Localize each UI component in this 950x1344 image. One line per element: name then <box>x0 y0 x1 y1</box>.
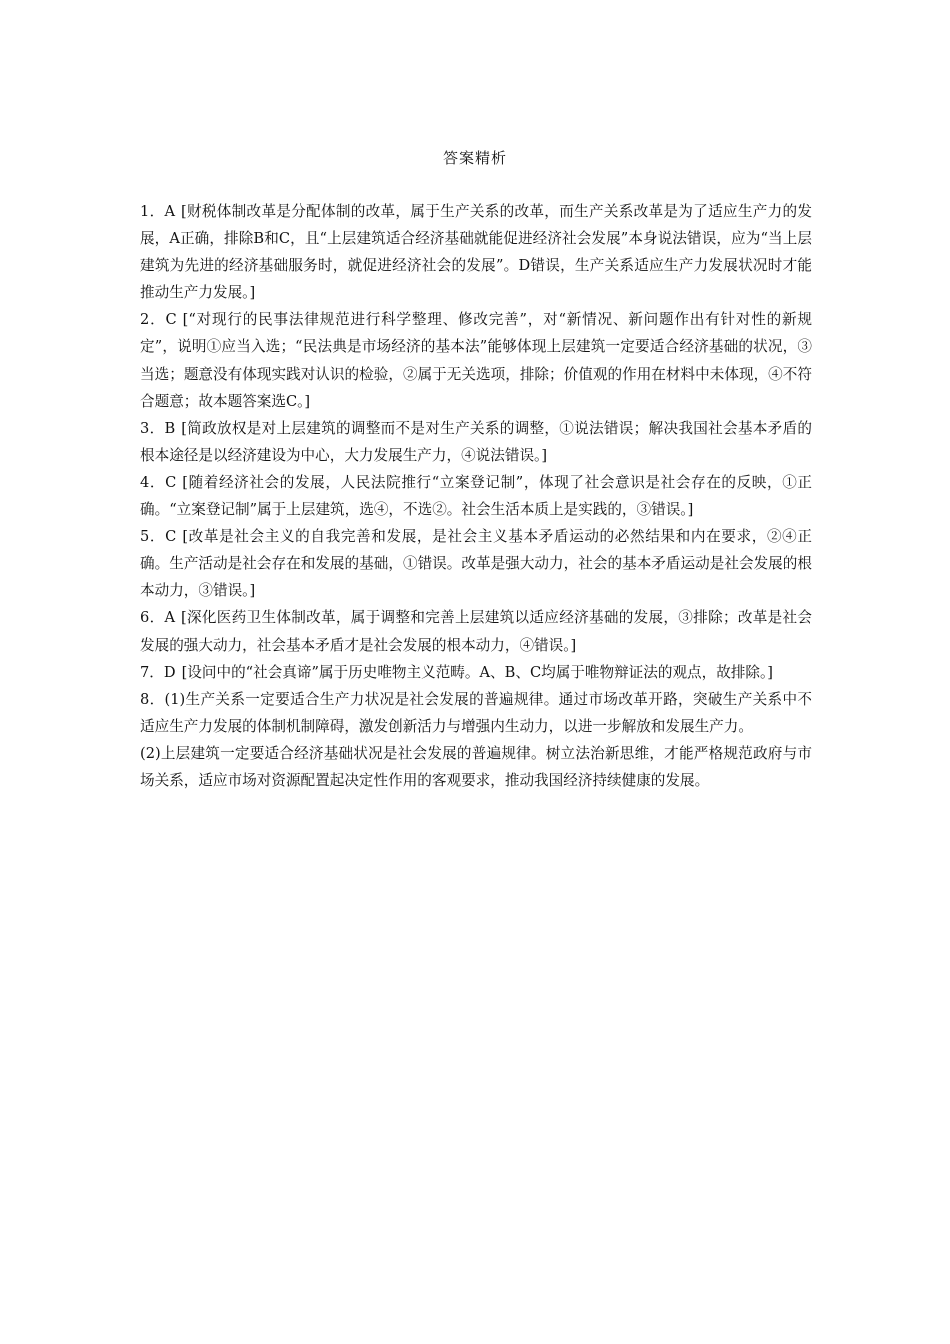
item-number: 6． <box>140 609 165 627</box>
item-explanation: [深化医药卫生体制改革，属于调整和完善上层建筑以适应经济基础的发展，③排除；改革是社会发展的强大动力，社会基本矛盾才是社会发展的根本动力，④错误。] <box>140 609 812 654</box>
answer-item-7 <box>140 659 812 686</box>
item-answer: D <box>163 663 176 681</box>
item-explanation: [财税体制改革是分配体制的改革，属于生产关系的改革，而生产关系改革是为了适应生产力的发展，A正确，排除B和C，且“上层建筑适合经济基础就能促进经济社会发展”本身说法错误，应为“当上层建筑为先进的经济基础服务时，就促进经济社会的发展”。D错误，生产关系适应生产力发展状况时才能推动生产力发展。] <box>140 203 812 302</box>
item-number: 2． <box>140 311 166 329</box>
item-explanation: [随着经济社会的发展，人民法院推行“立案登记制”，体现了社会意识是社会存在的反映，①正确。“立案登记制”属于上层建筑，选④，不选②。社会生活本质上是实践的，③错误。] <box>140 473 812 519</box>
item-number: 3． <box>140 419 165 437</box>
item-answer: C <box>165 473 177 491</box>
answer-item-5 <box>140 523 812 604</box>
answer-list <box>140 198 812 794</box>
item-answer: A <box>164 609 176 627</box>
item-number: 8． <box>140 690 165 708</box>
item-explanation: [改革是社会主义的自我完善和发展，是社会主义基本矛盾运动的必然结果和内在要求，②④正确。生产活动是社会存在和发展的基础，①错误。改革是强大动力，社会的基本矛盾运动是社会发展的根本动力，③错误。] <box>140 528 812 600</box>
answer-item-3 <box>140 415 812 469</box>
item-explanation: [简政放权是对上层建筑的调整而不是对生产关系的调整，①说法错误；解决我国社会基本矛盾的根本途径是以经济建设为中心，大力发展生产力，④说法错误。] <box>140 419 812 464</box>
item-answer: C <box>165 311 177 329</box>
item-explanation: [“对现行的民事法律规范进行科学整理、修改完善”，对“新情况、新问题作出有针对性的新规定”，说明①应当入选；“民法典是市场经济的基本法”能够体现上层建筑一定要适合经济基础的状况，③当选；题意没有体现实践对认识的检验，②属于无关选项，排除；价值观的作用在材料中未体现，④不符合题意；故本题答案选C。] <box>140 311 812 410</box>
item-explanation: (1)生产关系一定要适合生产力状况是社会发展的普遍规律。通过市场改革开路，突破生产关系中不适应生产力发展的体制机制障碍，激发创新活力与增强内生动力，以进一步解放和发展生产力。 <box>140 690 812 735</box>
item-explanation: [设问中的“社会真谛”属于历史唯物主义范畴。A、B、C均属于唯物辩证法的观点，故排除。] <box>181 663 774 681</box>
answer-item-2 <box>140 306 812 414</box>
item-explanation: (2)上层建筑一定要适合经济基础状况是社会发展的普遍规律。树立法治新思维，才能严格规范政府与市场关系，适应市场对资源配置起决定性作用的客观要求，推动我国经济持续健康的发展。 <box>140 744 812 789</box>
item-answer: A <box>164 203 176 220</box>
answer-item-8-part-1 <box>140 686 812 740</box>
page-title: 答案精析 <box>442 149 507 167</box>
item-answer: B <box>164 419 176 437</box>
answer-item-1 <box>140 198 812 306</box>
item-number: 1． <box>140 203 165 220</box>
answer-item-4 <box>140 469 812 523</box>
item-number: 7． <box>140 663 164 681</box>
item-number: 4． <box>140 473 166 491</box>
answer-item-6 <box>140 604 812 658</box>
item-number: 5． <box>140 528 166 546</box>
item-answer: C <box>165 528 177 546</box>
answer-item-8-part-2 <box>140 740 812 794</box>
